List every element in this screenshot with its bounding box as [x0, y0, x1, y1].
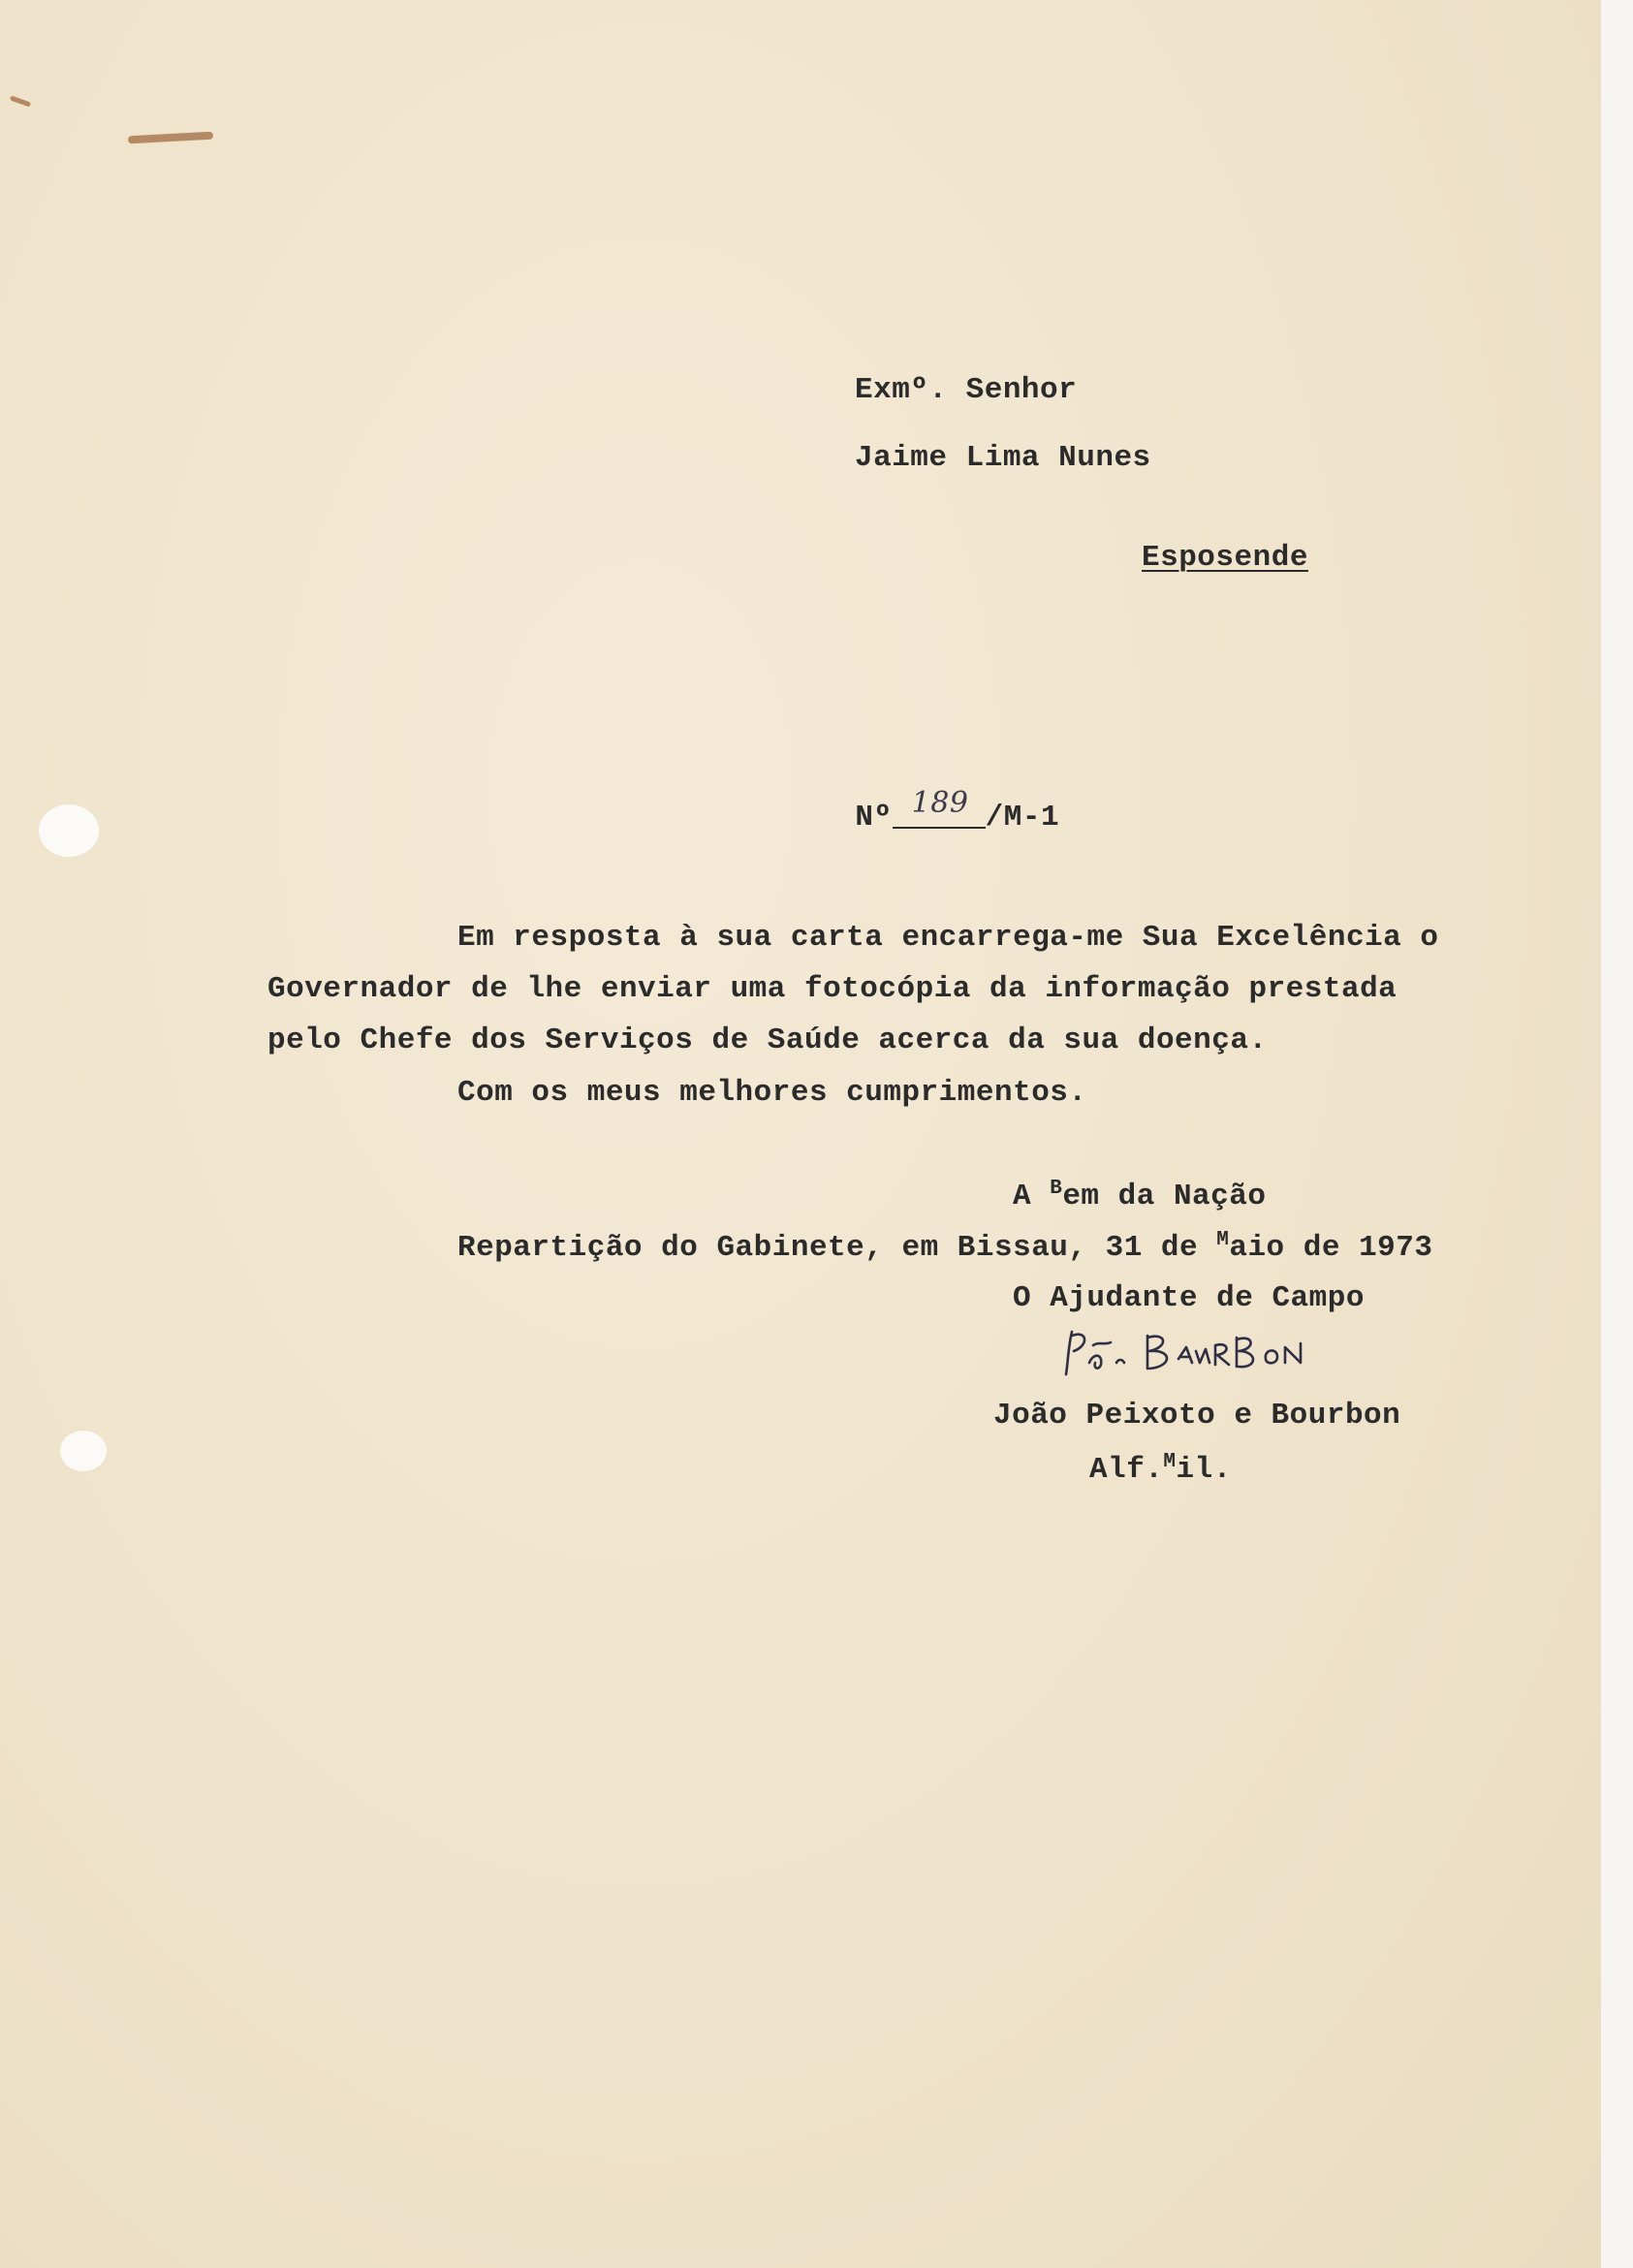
recipient-name: Jaime Lima Nunes: [855, 441, 1151, 475]
signer-rank: Alf.$^M$il.: [1089, 1451, 1232, 1487]
body-closing: Com os meus melhores cumprimentos.: [457, 1076, 1087, 1110]
svg-text:João Bourbon: João Bourbon: [1058, 1380, 1066, 1381]
body-line-2: Governador de lhe enviar uma fotocópia da informação prestada: [267, 972, 1397, 1006]
recipient-place: Esposende: [1142, 541, 1308, 575]
reference-number: [781, 766, 1059, 868]
corner-mark: [10, 95, 31, 107]
handwritten-signature: [1058, 1324, 1330, 1382]
staple-mark: [128, 132, 213, 144]
place-date: Repartição do Gabinete, em Bissau, 31 de $^M$aio de 1973: [457, 1229, 1433, 1265]
motto: A $^B$em da Nação: [1013, 1178, 1267, 1213]
reference-suffix: /M-1: [985, 801, 1060, 835]
punch-hole-top: [39, 804, 99, 857]
recipient-salutation: Exmº. Senhor: [855, 373, 1078, 407]
reference-number-blank: [893, 786, 986, 829]
reference-handwritten-number: 189: [911, 786, 969, 820]
signer-role: O Ajudante de Campo: [1013, 1281, 1365, 1315]
punch-hole-bottom: [60, 1431, 107, 1471]
body-line-1: Em resposta à sua carta encarrega-me Sua Excelência o: [457, 921, 1439, 955]
scan-edge: [1601, 0, 1633, 2268]
body-line-3: pelo Chefe dos Serviços de Saúde acerca da sua doença.: [267, 1024, 1268, 1057]
reference-prefix: Nº: [855, 801, 893, 835]
signer-name: João Peixoto e Bourbon: [993, 1399, 1401, 1433]
